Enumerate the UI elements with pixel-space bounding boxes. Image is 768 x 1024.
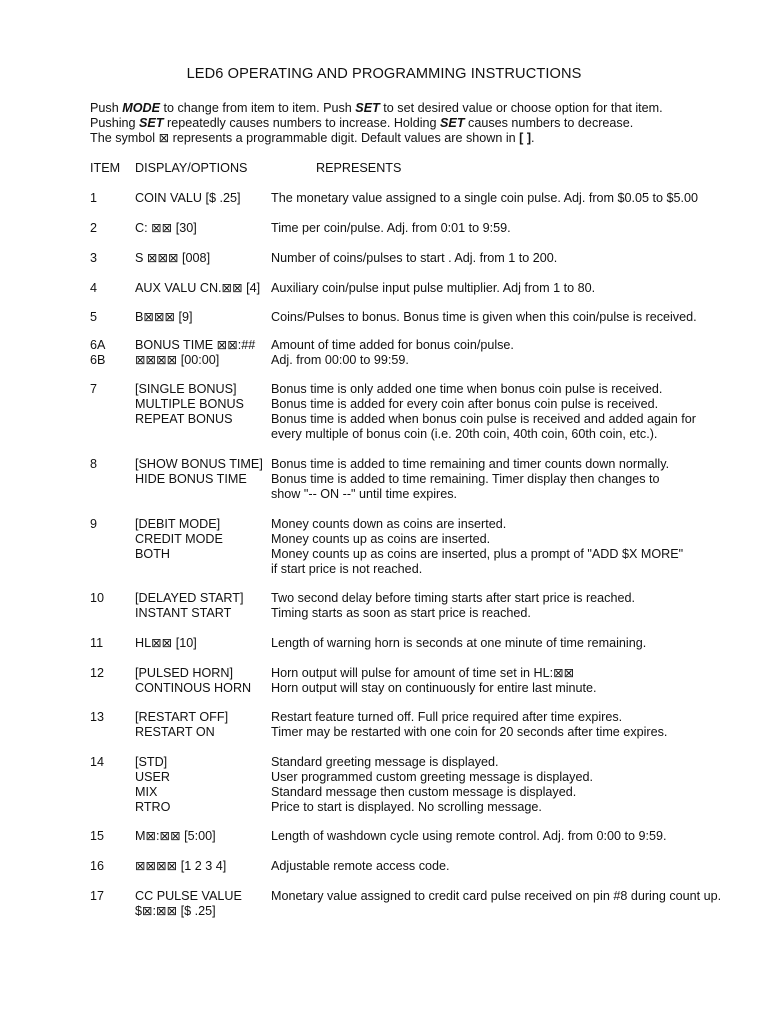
description-line: show "-- ON --" until time expires.: [271, 487, 457, 501]
item-number-line: 8: [90, 457, 98, 471]
item-number-cell: [90, 755, 135, 770]
item-number-line: 14: [90, 755, 105, 769]
description-line: Money counts up as coins are inserted.: [271, 532, 491, 546]
display-option-line: [DEBIT MODE]: [135, 517, 221, 531]
item-number-cell: [90, 517, 135, 532]
item-number-line: 4: [90, 281, 98, 295]
item-number-line: 10: [90, 591, 105, 605]
display-option-cell: [135, 221, 275, 236]
description-cell: [271, 191, 741, 206]
item-number-line: 7: [90, 382, 98, 396]
description-line: Price to start is displayed. No scrolling message.: [271, 800, 542, 814]
intro-line-1: [90, 101, 730, 116]
display-option-line: CONTINOUS HORN: [135, 681, 252, 695]
description-line: Standard greeting message is displayed.: [271, 755, 499, 769]
description-cell: [271, 591, 741, 621]
item-number-cell: [90, 636, 135, 651]
display-option-line: COIN VALU [$ .25]: [135, 191, 241, 205]
description-line: User programmed custom greeting message is displayed.: [271, 770, 593, 784]
intro-text: Pushing: [90, 116, 140, 130]
column-headers: [90, 161, 730, 177]
display-option-line: $⊠:⊠⊠ [$ .25]: [135, 904, 216, 918]
description-line: Money counts up as coins are inserted, plus a prompt of "ADD $X MORE": [271, 547, 684, 561]
item-number-cell: [90, 251, 135, 266]
description-cell: [271, 281, 741, 296]
item-number-line: 15: [90, 829, 105, 843]
description-line: Bonus time is added for every coin after bonus coin pulse is received.: [271, 397, 659, 411]
display-option-line: B⊠⊠⊠ [9]: [135, 310, 193, 324]
display-option-cell: [135, 591, 275, 621]
intro-text: The symbol ⊠ represents a programmable digit. Default values are shown in: [90, 131, 520, 145]
display-option-line: ⊠⊠⊠⊠ [1 2 3 4]: [135, 859, 227, 873]
display-option-cell: [135, 666, 275, 696]
description-cell: [271, 457, 741, 502]
item-number-cell: [90, 889, 135, 904]
description-line: Length of warning horn is seconds at one minute of time remaining.: [271, 636, 647, 650]
display-option-cell: [135, 382, 275, 427]
description-cell: [271, 517, 741, 577]
display-option-line: [RESTART OFF]: [135, 710, 229, 724]
display-option-cell: [135, 251, 275, 266]
description-cell: [271, 338, 741, 368]
description-line: Timer may be restarted with one coin for 20 seconds after time expires.: [271, 725, 668, 739]
display-option-line: AUX VALU CN.⊠⊠ [4]: [135, 281, 261, 295]
display-option-line: BOTH: [135, 547, 170, 561]
header-item: ITEM: [90, 161, 121, 175]
description-cell: [271, 382, 741, 442]
description-line: Horn output will stay on continuously for entire last minute.: [271, 681, 597, 695]
display-option-line: MULTIPLE BONUS: [135, 397, 244, 411]
description-cell: [271, 829, 741, 844]
item-number-line: 16: [90, 859, 105, 873]
header-represents: REPRESENTS: [316, 161, 402, 175]
item-number-line: 3: [90, 251, 98, 265]
display-option-line: [SHOW BONUS TIME]: [135, 457, 263, 471]
item-number-cell: [90, 591, 135, 606]
intro-line-2: [90, 116, 730, 131]
item-number-cell: [90, 191, 135, 206]
intro-text: repeatedly causes numbers to increase. Holding: [163, 116, 441, 130]
description-cell: [271, 666, 741, 696]
item-number-line: 6B: [90, 353, 106, 367]
item-number-cell: [90, 710, 135, 725]
display-option-line: [SINGLE BONUS]: [135, 382, 237, 396]
display-option-line: HL⊠⊠ [10]: [135, 636, 197, 650]
item-number-cell: [90, 859, 135, 874]
description-line: Amount of time added for bonus coin/pulse.: [271, 338, 514, 352]
description-line: Monetary value assigned to credit card pulse received on pin #8 during count up.: [271, 889, 722, 903]
default-brackets: [ ]: [519, 131, 532, 145]
item-number-cell: [90, 666, 135, 681]
description-cell: [271, 221, 741, 236]
description-line: Auxiliary coin/pulse input pulse multiplier. Adj from 1 to 80.: [271, 281, 596, 295]
item-number-cell: [90, 310, 135, 325]
description-line: Standard message then custom message is displayed.: [271, 785, 577, 799]
description-line: Adjustable remote access code.: [271, 859, 450, 873]
set-keyword: SET: [355, 101, 380, 115]
intro-text: causes numbers to decrease.: [464, 116, 634, 130]
display-option-line: M⊠:⊠⊠ [5:00]: [135, 829, 216, 843]
description-cell: [271, 889, 741, 904]
description-line: every multiple of bonus coin (i.e. 20th coin, 40th coin, 60th coin, etc.).: [271, 427, 658, 441]
item-number-cell: [90, 829, 135, 844]
description-cell: [271, 636, 741, 651]
set-keyword: SET: [139, 116, 164, 130]
description-line: Timing starts as soon as start price is reached.: [271, 606, 531, 620]
display-option-line: CC PULSE VALUE: [135, 889, 242, 903]
description-line: Restart feature turned off. Full price required after time expires.: [271, 710, 623, 724]
intro-text: .: [531, 131, 535, 145]
display-option-cell: [135, 829, 275, 844]
display-option-cell: [135, 457, 275, 487]
display-option-cell: [135, 859, 275, 874]
display-option-cell: [135, 755, 275, 815]
display-option-cell: [135, 710, 275, 740]
display-option-cell: [135, 191, 275, 206]
description-cell: [271, 251, 741, 266]
description-line: Bonus time is only added one time when bonus coin pulse is received.: [271, 382, 663, 396]
description-line: Adj. from 00:00 to 99:59.: [271, 353, 409, 367]
display-option-line: INSTANT START: [135, 606, 232, 620]
description-line: Coins/Pulses to bonus. Bonus time is given when this coin/pulse is received.: [271, 310, 697, 324]
item-number-line: 5: [90, 310, 98, 324]
display-option-line: CREDIT MODE: [135, 532, 223, 546]
display-option-cell: [135, 889, 275, 919]
description-line: Number of coins/pulses to start . Adj. from 1 to 200.: [271, 251, 558, 265]
item-number-line: 1: [90, 191, 98, 205]
description-line: Bonus time is added when bonus coin pulse is received and added again for: [271, 412, 696, 426]
display-option-line: S ⊠⊠⊠ [008]: [135, 251, 211, 265]
display-option-cell: [135, 636, 275, 651]
description-line: Two second delay before timing starts after start price is reached.: [271, 591, 635, 605]
header-display-options: DISPLAY/OPTIONS: [135, 161, 248, 175]
intro-paragraph: [90, 101, 730, 146]
display-option-line: MIX: [135, 785, 158, 799]
description-line: Bonus time is added to time remaining and timer counts down normally.: [271, 457, 670, 471]
item-number-cell: [90, 281, 135, 296]
item-number-line: 17: [90, 889, 105, 903]
description-cell: [271, 710, 741, 740]
item-number-cell: [90, 457, 135, 472]
description-cell: [271, 755, 741, 815]
description-line: Horn output will pulse for amount of time set in HL:⊠⊠: [271, 666, 575, 680]
description-cell: [271, 310, 741, 325]
description-line: The monetary value assigned to a single coin pulse. Adj. from $0.05 to $5.00: [271, 191, 699, 205]
display-option-line: REPEAT BONUS: [135, 412, 233, 426]
display-option-line: C: ⊠⊠ [30]: [135, 221, 197, 235]
display-option-line: RTRO: [135, 800, 171, 814]
display-option-cell: [135, 517, 275, 562]
display-option-cell: [135, 310, 275, 325]
set-keyword: SET: [440, 116, 465, 130]
display-option-line: [STD]: [135, 755, 168, 769]
item-number-cell: [90, 338, 135, 368]
intro-text: to set desired value or choose option for that item.: [379, 101, 663, 115]
display-option-line: USER: [135, 770, 170, 784]
display-option-line: BONUS TIME ⊠⊠:##: [135, 338, 256, 352]
display-option-cell: [135, 338, 275, 368]
display-option-line: HIDE BONUS TIME: [135, 472, 247, 486]
description-line: Bonus time is added to time remaining. Timer display then changes to: [271, 472, 660, 486]
display-option-line: RESTART ON: [135, 725, 215, 739]
description-line: Money counts down as coins are inserted.: [271, 517, 507, 531]
item-number-line: 12: [90, 666, 105, 680]
item-number-line: 9: [90, 517, 98, 531]
display-option-cell: [135, 281, 275, 296]
description-line: if start price is not reached.: [271, 562, 423, 576]
intro-text: to change from item to item. Push: [160, 101, 356, 115]
item-number-cell: [90, 221, 135, 236]
item-number-line: 13: [90, 710, 105, 724]
display-option-line: ⊠⊠⊠⊠ [00:00]: [135, 353, 220, 367]
description-line: Time per coin/pulse. Adj. from 0:01 to 9:59.: [271, 221, 511, 235]
display-option-line: [PULSED HORN]: [135, 666, 233, 680]
item-number-line: 2: [90, 221, 98, 235]
mode-keyword: MODE: [122, 101, 160, 115]
intro-text: Push: [90, 101, 123, 115]
display-option-line: [DELAYED START]: [135, 591, 244, 605]
description-cell: [271, 859, 741, 874]
document-title: LED6 OPERATING AND PROGRAMMING INSTRUCTIONS: [186, 66, 582, 82]
intro-line-3: [90, 131, 730, 146]
item-number-line: 6A: [90, 338, 106, 352]
item-number-line: 11: [90, 636, 104, 650]
description-line: Length of washdown cycle using remote control. Adj. from 0:00 to 9:59.: [271, 829, 667, 843]
item-number-cell: [90, 382, 135, 397]
